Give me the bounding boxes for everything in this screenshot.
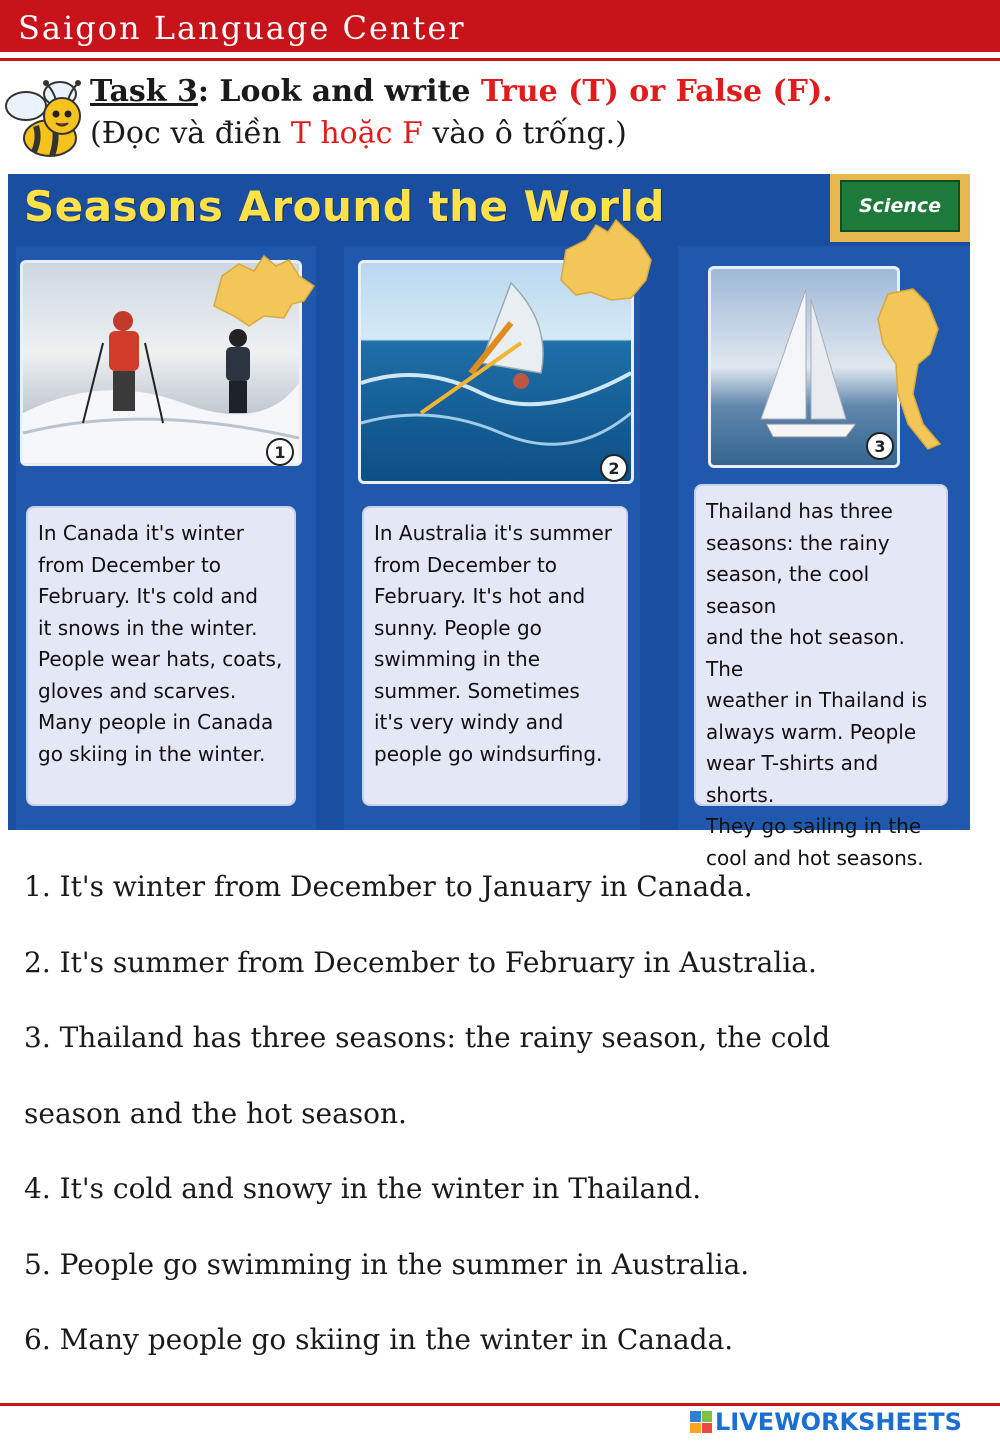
statement-3-continued: season and the hot season. xyxy=(24,1097,407,1130)
bee-mascot-icon xyxy=(0,66,90,162)
task-translation xyxy=(90,116,627,152)
task-label: Task 3 xyxy=(90,74,198,109)
translation-close: vào ô trống.) xyxy=(422,116,627,151)
science-badge xyxy=(830,174,970,242)
task-instruction-highlight: True (T) or False (F). xyxy=(480,74,833,109)
statement-1: 1. It's winter from December to January in Canada. xyxy=(24,870,753,903)
liveworksheets-logo xyxy=(690,1408,962,1436)
statement-4: 4. It's cold and snowy in the winter in Thailand. xyxy=(24,1172,702,1205)
science-badge-label: Science xyxy=(840,180,960,232)
statement-2: 2. It's summer from December to February in Australia. xyxy=(24,946,817,979)
panel-text-thailand xyxy=(694,484,948,870)
header-divider xyxy=(0,58,1000,61)
panel-text-2: In Australia it's summer from December to February. It's hot and sunny. People go swimming in the summer. Sometimes it's very windy and people go windsurfing. xyxy=(374,521,613,766)
panel-number-3: 3 xyxy=(866,432,894,460)
task-instruction: Look and write xyxy=(219,74,481,109)
footer-divider xyxy=(0,1403,1000,1406)
thailand-map-icon xyxy=(868,284,958,454)
panel-text-canada xyxy=(26,506,296,806)
translation-highlight: T hoặc F xyxy=(290,116,423,151)
logo-text: LIVEWORKSHEETS xyxy=(715,1408,962,1436)
panel-number-2: 2 xyxy=(600,454,628,482)
australia-map-icon xyxy=(546,210,666,320)
header-title: Saigon Language Center xyxy=(18,9,466,47)
statement-6: 6. Many people go skiing in the winter in Canada. xyxy=(24,1323,734,1356)
poster-title: Seasons Around the World xyxy=(24,182,665,231)
panel-text-1: In Canada it's winter from December to February. It's cold and it snows in the winter. People wear hats, coats, gloves and scarves. Many people in Canada go skiing in the winter. xyxy=(38,521,283,766)
canada-map-icon xyxy=(204,246,324,346)
panel-text-3: Thailand has three seasons: the rainy season, the cool season and the hot season. The weather in Thailand is always warm. People wear T-shirts and shorts. They go sailing in the cool and hot seasons. xyxy=(706,499,928,870)
statement-3: 3. Thailand has three seasons: the rainy season, the cold xyxy=(24,1021,831,1054)
task-colon: : xyxy=(197,74,220,109)
statement-5: 5. People go swimming in the summer in Australia. xyxy=(24,1248,750,1281)
translation-open: (Đọc và điền xyxy=(90,116,291,151)
task-heading xyxy=(90,74,833,110)
panel-number-1: 1 xyxy=(266,438,294,466)
panel-text-australia xyxy=(362,506,628,806)
liveworksheets-cube-icon xyxy=(690,1411,712,1433)
seasons-poster xyxy=(8,174,970,870)
header-bar xyxy=(0,0,1000,52)
